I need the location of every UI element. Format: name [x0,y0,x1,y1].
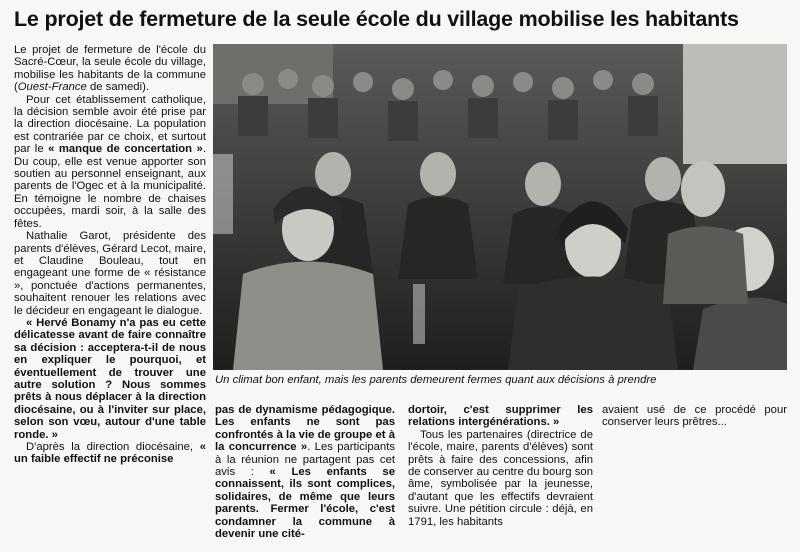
paragraph: avaient usé de ce procédé pour conserver leurs prêtres... [602,404,787,429]
paragraph: dortoir, c'est supprimer les relations intergénérations. » [408,404,593,429]
article-column-2 [215,404,395,540]
article-column-1 [14,44,206,466]
paragraph: Le projet de fermeture de l'école du Sacré-Cœur, la seule école du village, mobilise les habitants de la commune (Ouest-France de samedi). [14,44,206,94]
audience-photo-illustration [213,44,787,370]
paragraph: Tous les partenaires (directrice de l'école, maire, parents d'élèves) sont prêts à faire des concessions, afin de conserver au centre du bourg son âme, symbolisée par la jeunesse, d'autant que les effectifs devraient suivre. Une pétition circule : déjà, en 1791, les habitants [408,428,593,528]
quote-paragraph: « Hervé Bonamy n'a pas eu cette délicatesse avant de faire connaître sa décision : acceptera-t-il de nous en expliquer le pourquoi, et éventuellement de trouver une autre solution ? Nous sommes prêts à nous déplacer à la direction diocésaine, ou à l'inviter sur place, selon son vœu, autour d'une table ronde. » [14,316,206,441]
article-column-3 [408,404,593,528]
article-column-4 [602,404,787,429]
article-photo [213,44,787,370]
photo-caption: Un climat bon enfant, mais les parents demeurent fermes quant aux décisions à prendre [215,374,657,386]
paragraph: Pour cet établissement catholique, la décision semble avoir été prise par la direction diocésaine. La population est contrariée par ce choix, et surtout par le « manque de concertation ». Du coup, elle est venue apporter son soutien au personnel enseignant, aux parents de l'Ogec et à la municipalité. En témoigne le nombre de chaises occupées, mardi soir, à la salle des fêtes. [14,93,206,230]
paragraph: D'après la direction diocésaine, « un faible effectif ne préconise [14,441,206,466]
paragraph: Nathalie Garot, présidente des parents d'élèves, Gérard Lecot, maire, et Claudine Bouleau, tout en engageant une forme de « résistance », ponctuée d'actions permanentes, souhaitent renouer les relations avec le décideur en engageant le dialogue. [14,230,206,317]
article-headline: Le projet de fermeture de la seule école du village mobilise les habitants [14,7,739,31]
paragraph: pas de dynamisme pédagogique. Les enfants ne sont pas confrontés à la vie de groupe et à la concurrence ». Les participants à la réunion ne partagent pas cet avis : « Les enfants se connaissent, ils sont complices, solidaires, de même que leurs parents. Fermer l'école, c'est condamner la commune à devenir une cité- [215,404,396,541]
